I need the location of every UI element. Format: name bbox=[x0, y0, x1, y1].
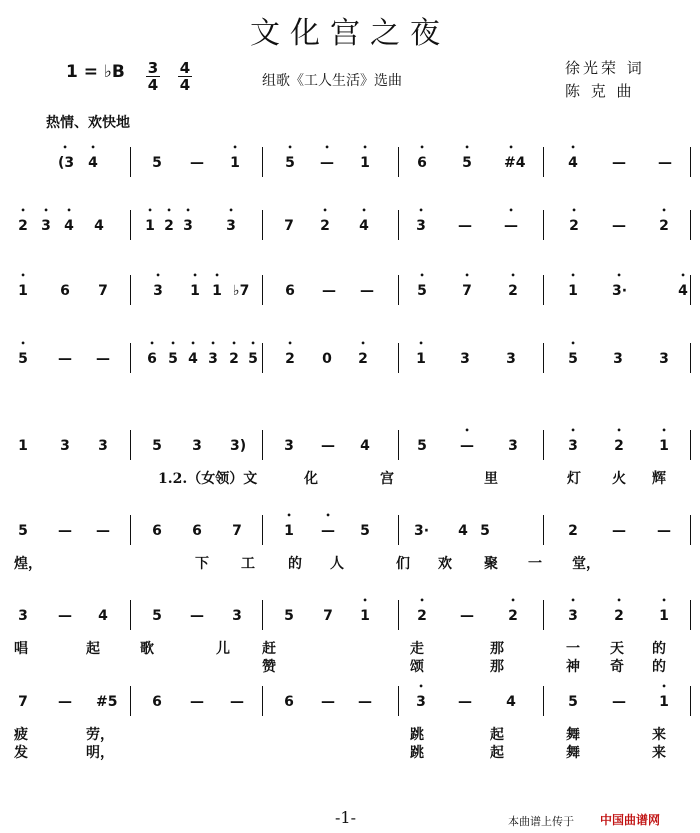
note: • 2 bbox=[506, 608, 520, 624]
bar-line bbox=[130, 210, 131, 240]
lyric: 起 bbox=[490, 727, 504, 743]
note: 2 bbox=[568, 523, 578, 539]
note: — bbox=[190, 694, 204, 710]
bar-line bbox=[398, 515, 399, 545]
note: 5 bbox=[417, 438, 427, 454]
bar-line bbox=[690, 600, 691, 630]
key-signature: 1 = ♭B bbox=[66, 62, 125, 82]
note: — bbox=[360, 283, 374, 299]
lyric: 天 bbox=[610, 641, 624, 657]
note: 4 bbox=[506, 694, 516, 710]
note: • 2 bbox=[162, 218, 176, 234]
note: — bbox=[96, 351, 110, 367]
lyric: 儿 bbox=[216, 641, 230, 657]
note: 3 bbox=[192, 438, 202, 454]
bar-line bbox=[543, 515, 544, 545]
note: • 5 bbox=[16, 351, 30, 367]
note: • 2 bbox=[415, 608, 429, 624]
lyric-verse-2: 跳 bbox=[410, 745, 424, 761]
note: 3 bbox=[508, 438, 518, 454]
lyric: 人 bbox=[330, 556, 344, 572]
note: — bbox=[612, 218, 626, 234]
note: 5 bbox=[568, 694, 578, 710]
note: 3) bbox=[230, 438, 247, 454]
lyric: 疲 bbox=[14, 727, 28, 743]
bar-line bbox=[262, 147, 263, 177]
note: • 1 bbox=[188, 283, 202, 299]
song-title: 文化宫之夜 bbox=[250, 16, 450, 51]
note: 6 bbox=[192, 523, 202, 539]
bar-line bbox=[130, 275, 131, 305]
note: ♭7 bbox=[233, 283, 250, 299]
note: 7 bbox=[18, 694, 28, 710]
composer-credit: 陈 克 曲 bbox=[565, 82, 635, 100]
bar-line bbox=[262, 515, 263, 545]
site-logo: 中国曲谱网 bbox=[600, 813, 661, 827]
note: — bbox=[190, 155, 204, 171]
note: 6 bbox=[285, 283, 295, 299]
note: 3 bbox=[284, 438, 294, 454]
note: • 1 bbox=[414, 351, 428, 367]
note: 3 bbox=[18, 608, 28, 624]
note: • 6 bbox=[415, 155, 429, 171]
note: • 1 bbox=[358, 155, 372, 171]
note: 3 bbox=[506, 351, 516, 367]
note: — bbox=[58, 523, 72, 539]
note: • 2 bbox=[612, 608, 626, 624]
note: 4 bbox=[458, 523, 468, 539]
source-note: 组歌《工人生活》选曲 bbox=[262, 73, 402, 89]
lyric-verse-2: 起 bbox=[490, 745, 504, 761]
bar-line bbox=[543, 275, 544, 305]
note: 4 bbox=[360, 438, 370, 454]
lyric-verse-2: 神 bbox=[566, 659, 580, 675]
lyric: 一 bbox=[528, 556, 542, 572]
bar-line bbox=[543, 210, 544, 240]
note: — bbox=[190, 608, 204, 624]
note: 3 bbox=[98, 438, 108, 454]
lyric: 舞 bbox=[566, 727, 580, 743]
bar-line bbox=[543, 147, 544, 177]
note: • 5 bbox=[415, 283, 429, 299]
bar-line bbox=[130, 600, 131, 630]
bar-line bbox=[130, 686, 131, 716]
note: • 4 bbox=[62, 218, 76, 234]
lyric: 们 bbox=[396, 556, 410, 572]
note: — bbox=[658, 155, 672, 171]
lyric-verse-2: 赞 bbox=[262, 659, 276, 675]
bar-line bbox=[398, 275, 399, 305]
time-signature-4-4: 4 4 bbox=[179, 59, 191, 94]
note: 7 bbox=[284, 218, 294, 234]
lyric: 的 bbox=[652, 641, 666, 657]
note: • 2 bbox=[16, 218, 30, 234]
bar-line bbox=[398, 430, 399, 460]
lyric-verse-2: 来 bbox=[652, 745, 666, 761]
bar-line bbox=[130, 515, 131, 545]
bar-line bbox=[543, 343, 544, 373]
note: • 3· bbox=[612, 283, 626, 299]
lyric-verse-2: 那 bbox=[490, 659, 504, 675]
note: • 1 bbox=[228, 155, 242, 171]
note: • — bbox=[321, 523, 335, 539]
note: • 1 bbox=[16, 283, 30, 299]
note: 3 bbox=[60, 438, 70, 454]
note: 7 bbox=[232, 523, 242, 539]
lyric: 赶 bbox=[262, 641, 276, 657]
lyric: 宫 bbox=[380, 471, 394, 487]
note: • 3 bbox=[151, 283, 165, 299]
note: • 3 bbox=[181, 218, 195, 234]
lyric: 歌 bbox=[140, 641, 154, 657]
note: • 3 bbox=[566, 438, 580, 454]
lyric-verse-2: 发 bbox=[14, 745, 28, 761]
bar-line bbox=[543, 430, 544, 460]
note: 3 bbox=[460, 351, 470, 367]
note: 6 bbox=[152, 694, 162, 710]
note: • 3 bbox=[414, 218, 428, 234]
lyric-verse-2: 奇 bbox=[610, 659, 624, 675]
note: — bbox=[58, 608, 72, 624]
note: 5 bbox=[152, 608, 162, 624]
lyric: 灯 bbox=[567, 471, 581, 487]
lyric: 的 bbox=[288, 556, 302, 572]
note: 5 bbox=[152, 155, 162, 171]
note: • 5 bbox=[566, 351, 580, 367]
bar-line bbox=[262, 343, 263, 373]
note: • 2 bbox=[506, 283, 520, 299]
lyric: 来 bbox=[652, 727, 666, 743]
note: • — bbox=[504, 218, 518, 234]
note: • 3 bbox=[39, 218, 53, 234]
note: — bbox=[230, 694, 244, 710]
note: • 3 bbox=[206, 351, 220, 367]
note: • 1 bbox=[210, 283, 224, 299]
bar-line bbox=[398, 147, 399, 177]
note: • 4 bbox=[357, 218, 371, 234]
note: • 1 bbox=[657, 694, 671, 710]
bar-line bbox=[690, 210, 691, 240]
bar-line bbox=[543, 600, 544, 630]
note: • 4 bbox=[676, 283, 690, 299]
note: 5 bbox=[18, 523, 28, 539]
note: • 1 bbox=[657, 438, 671, 454]
note: — bbox=[96, 523, 110, 539]
note: • 3 bbox=[224, 218, 238, 234]
note: 6 bbox=[60, 283, 70, 299]
note: • 5 bbox=[246, 351, 260, 367]
bar-line bbox=[398, 343, 399, 373]
lyric: 化 bbox=[304, 471, 318, 487]
note: • 2 bbox=[356, 351, 370, 367]
lyric: 堂， bbox=[572, 556, 600, 572]
note: — bbox=[321, 438, 335, 454]
note: • — bbox=[460, 438, 474, 454]
lyric: 火 bbox=[612, 471, 626, 487]
note: 5 bbox=[360, 523, 370, 539]
bar-line bbox=[690, 686, 691, 716]
lyric: 劳， bbox=[86, 727, 114, 743]
note: — bbox=[460, 608, 474, 624]
lyric-verse-2: 舞 bbox=[566, 745, 580, 761]
tempo-marking: 热情、欢快地 bbox=[46, 115, 130, 131]
lyric: 辉 bbox=[652, 471, 666, 487]
note: — bbox=[322, 283, 336, 299]
bar-line bbox=[130, 147, 131, 177]
note: • — bbox=[320, 155, 334, 171]
bar-line bbox=[130, 430, 131, 460]
note: • 2 bbox=[567, 218, 581, 234]
bar-line bbox=[262, 210, 263, 240]
bar-line bbox=[690, 430, 691, 460]
note: — bbox=[358, 694, 372, 710]
note: 1 bbox=[18, 438, 28, 454]
note: 3 bbox=[232, 608, 242, 624]
note: — bbox=[612, 155, 626, 171]
note: — bbox=[458, 218, 472, 234]
bar-line bbox=[690, 515, 691, 545]
note: — bbox=[612, 694, 626, 710]
note: 6 bbox=[152, 523, 162, 539]
note: — bbox=[58, 351, 72, 367]
note: 5 bbox=[152, 438, 162, 454]
lyric: 走 bbox=[410, 641, 424, 657]
note: — bbox=[612, 523, 626, 539]
bar-line bbox=[262, 275, 263, 305]
bar-line bbox=[543, 686, 544, 716]
note: 0 bbox=[322, 351, 332, 367]
bar-line bbox=[398, 686, 399, 716]
lyricist-credit: 徐光荣 词 bbox=[565, 59, 645, 77]
lyric: 下 bbox=[195, 556, 209, 572]
note: 5 bbox=[284, 608, 294, 624]
note: 7 bbox=[323, 608, 333, 624]
lyric: 唱 bbox=[14, 641, 28, 657]
lyric: 1.2.（女领）文 bbox=[158, 471, 258, 487]
lyric: 聚 bbox=[484, 556, 498, 572]
note: • 6 bbox=[145, 351, 159, 367]
note: 4 bbox=[94, 218, 104, 234]
lyric: 那 bbox=[490, 641, 504, 657]
lyric: 起 bbox=[86, 641, 100, 657]
note: • 1 bbox=[282, 523, 296, 539]
note: — bbox=[58, 694, 72, 710]
note: 4 bbox=[98, 608, 108, 624]
note: 5 bbox=[480, 523, 490, 539]
note: 3 bbox=[613, 351, 623, 367]
lyric-verse-2: 颂 bbox=[410, 659, 424, 675]
bar-line bbox=[262, 430, 263, 460]
note: • 4 bbox=[566, 155, 580, 171]
note: #5 bbox=[96, 694, 118, 710]
note: • 1 bbox=[566, 283, 580, 299]
note: • 3 bbox=[566, 608, 580, 624]
note: • 7 bbox=[460, 283, 474, 299]
note: 3 bbox=[659, 351, 669, 367]
note: — bbox=[321, 694, 335, 710]
bar-line bbox=[690, 275, 691, 305]
lyric: 欢 bbox=[438, 556, 452, 572]
bar-line bbox=[690, 343, 691, 373]
lyric: 煌， bbox=[14, 556, 42, 572]
note: 6 bbox=[284, 694, 294, 710]
bar-line bbox=[398, 600, 399, 630]
lyric: 工 bbox=[241, 556, 255, 572]
lyric-verse-2: 的 bbox=[652, 659, 666, 675]
bar-line bbox=[690, 147, 691, 177]
note: • (3 bbox=[58, 155, 72, 171]
note: • 1 bbox=[657, 608, 671, 624]
bar-line bbox=[262, 686, 263, 716]
note: • 5 bbox=[460, 155, 474, 171]
page-number: -1- bbox=[335, 808, 356, 827]
note: • #4 bbox=[504, 155, 518, 171]
note: • 2 bbox=[657, 218, 671, 234]
bar-line bbox=[262, 600, 263, 630]
lyric-verse-2: 明， bbox=[86, 745, 114, 761]
bar-line bbox=[130, 343, 131, 373]
note: • 3 bbox=[414, 694, 428, 710]
lyric: 跳 bbox=[410, 727, 424, 743]
note: 7 bbox=[98, 283, 108, 299]
note: • 1 bbox=[358, 608, 372, 624]
note: • 4 bbox=[86, 155, 100, 171]
bar-line bbox=[398, 210, 399, 240]
note: • 1 bbox=[143, 218, 157, 234]
lyric: 一 bbox=[566, 641, 580, 657]
note: • 2 bbox=[283, 351, 297, 367]
note: • 2 bbox=[227, 351, 241, 367]
note: • 2 bbox=[318, 218, 332, 234]
lyric: 里 bbox=[484, 471, 498, 487]
note: — bbox=[657, 523, 671, 539]
note: • 5 bbox=[166, 351, 180, 367]
note: • 2 bbox=[612, 438, 626, 454]
time-signature-3-4: 3 4 bbox=[147, 59, 159, 94]
note: 3· bbox=[414, 523, 430, 539]
note: — bbox=[458, 694, 472, 710]
note: • 4 bbox=[186, 351, 200, 367]
note: • 5 bbox=[283, 155, 297, 171]
upload-note: 本曲谱上传于 bbox=[508, 815, 574, 828]
